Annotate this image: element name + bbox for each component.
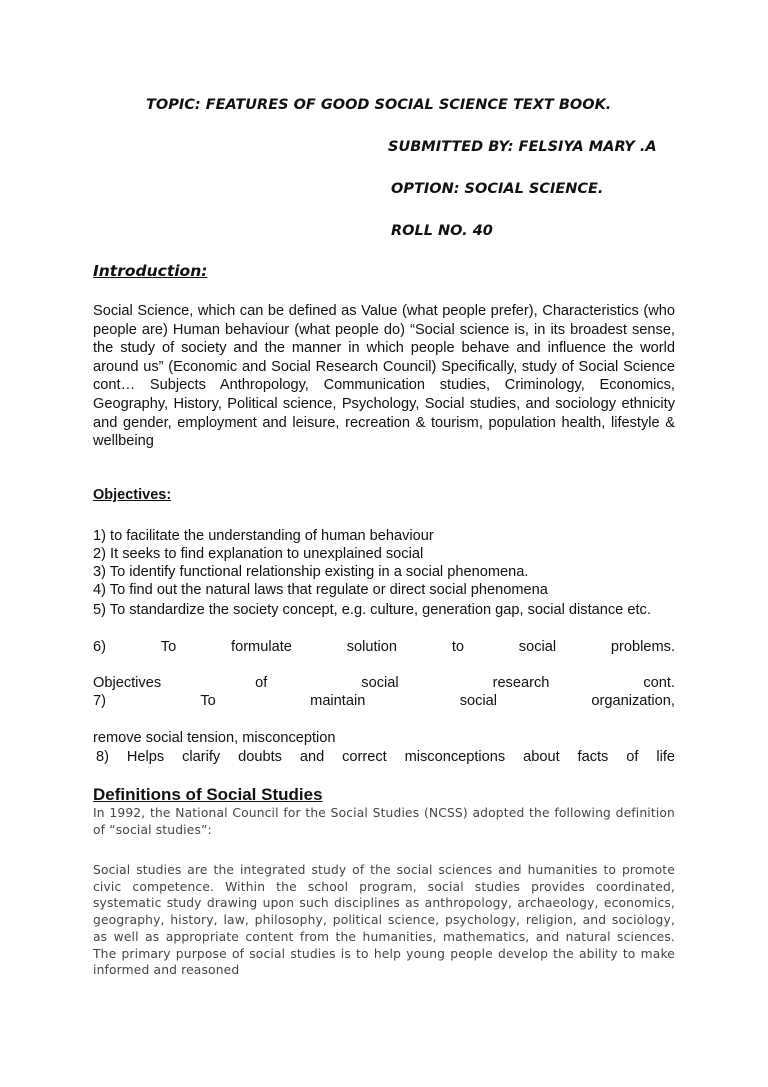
objective-item: 1) to facilitate the understanding of human behaviour xyxy=(93,528,434,544)
word: organization, xyxy=(591,693,675,709)
word: solution xyxy=(346,639,397,655)
topic-title: TOPIC: FEATURES OF GOOD SOCIAL SCIENCE TEXT BOOK. xyxy=(146,97,612,113)
research-objectives-line xyxy=(93,674,675,692)
ncss-intro: In 1992, the National Council for the Social Studies (NCSS) adopted the following definition of “social studies”: xyxy=(93,806,675,837)
objective-item: 3) To identify functional relationship existing in a social phenomena. xyxy=(93,564,529,580)
word: social xyxy=(361,675,399,691)
word: cont. xyxy=(643,675,675,691)
objectives-heading: Objectives: xyxy=(93,487,172,503)
objective-item-8: 8) Helps clarify doubts and correct misconceptions about facts of life xyxy=(96,749,675,765)
word: to xyxy=(451,639,464,655)
word: social xyxy=(518,639,557,655)
word: social xyxy=(459,693,498,709)
ncss-definition: Social studies are the integrated study of the social sciences and humanities to promote civic competence. Within the school program, social studies provides coordinated, systematic study drawing upon such disciplines as anthropology, archaeology, economics, geography, history, law, philosophy, political science, psychology, religion, and sociology, as well as appropriate content from the humanities, mathematics, and natural sciences. The primary purpose of social studies is to help young people develop the ability to make informed and reasoned xyxy=(93,863,675,978)
objective-item: 4) To find out the natural laws that regulate or direct social phenomena xyxy=(93,582,548,598)
roll-number: ROLL NO. 40 xyxy=(391,223,493,239)
definitions-heading: Definitions of Social Studies xyxy=(93,785,323,804)
word: research xyxy=(492,675,550,691)
word: 7) xyxy=(93,693,106,709)
word: Objectives xyxy=(93,675,162,691)
objective-item: 5) To standardize the society concept, e.g. culture, generation gap, social distance etc. xyxy=(93,602,651,618)
submitted-by: SUBMITTED BY: FELSIYA MARY .A xyxy=(388,139,657,155)
word: problems. xyxy=(610,639,675,655)
word: To xyxy=(200,693,216,709)
objective-item: 2) It seeks to find explanation to unexplained social xyxy=(93,546,424,562)
introduction-paragraph: Social Science, which can be defined as Value (what people prefer), Characteristics (who people are) Human behaviour (what people do) “Social science is, in its broadest sense, the study of society and the manner in which people behave and influence the world around us” (Economic and Social Research Council) Specifically, study of Social Science cont… Subjects Anthropology, Communication studies, Criminology, Economics, Geography, History, Political science, Psychology, Social studies, and sociology ethnicity and gender, employment and leisure, recreation & tourism, population health, lifestyle & wellbeing xyxy=(93,303,675,450)
word: maintain xyxy=(310,693,366,709)
objective-item-7-continued: remove social tension, misconception xyxy=(93,730,336,746)
word: formulate xyxy=(231,639,292,655)
introduction-heading: Introduction: xyxy=(93,262,208,280)
option-line: OPTION: SOCIAL SCIENCE. xyxy=(391,181,604,197)
word: of xyxy=(255,675,268,691)
word: 6) xyxy=(93,639,106,655)
objective-item-7 xyxy=(93,692,675,710)
objective-item-6 xyxy=(93,638,675,656)
word: To xyxy=(160,639,177,655)
